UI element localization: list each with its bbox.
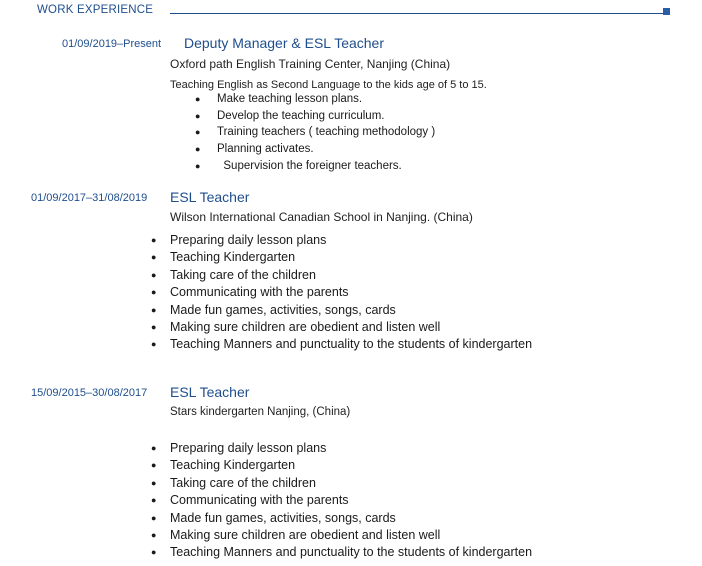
list-item (195, 124, 436, 141)
bullet-icon: ● (151, 304, 157, 315)
list-item (151, 284, 532, 301)
list-item (151, 336, 533, 353)
entry-employer: Oxford path English Training Center, Nanjing (China) (170, 57, 451, 71)
list-item (195, 141, 435, 158)
duty-text: Made fun games, activities, songs, cards (170, 510, 396, 525)
bullet-icon: ● (195, 127, 201, 138)
list-item (151, 510, 532, 527)
list-item (151, 440, 532, 457)
duty-text: Taking care of the children (170, 267, 316, 282)
bullet-icon: ● (151, 339, 157, 350)
list-item (151, 492, 532, 509)
bullet-icon: ● (151, 547, 157, 558)
bullet-icon: ● (151, 477, 157, 488)
list-item (151, 319, 532, 336)
list-item (151, 457, 532, 474)
entry-dates: 01/09/2019–Present (62, 38, 162, 50)
duty-text: Teaching Kindergarten (170, 458, 296, 473)
duty-text: Made fun games, activities, songs, cards (170, 302, 396, 317)
bullet-icon: ● (195, 94, 201, 104)
duty-text: Teaching Manners and punctuality to the students of kindergarten (170, 337, 533, 352)
section-marker (663, 8, 670, 15)
bullet-icon: ● (151, 269, 157, 280)
duty-text: Supervision the foreigner teachers. (217, 159, 402, 172)
bullet-icon: ● (151, 460, 157, 471)
section-divider (170, 13, 664, 14)
bullet-icon: ● (195, 144, 201, 155)
entry-employer: Wilson International Canadian School in Nanjing. (China) (170, 210, 473, 224)
bullet-icon: ● (151, 252, 157, 263)
duty-text: Taking care of the children (170, 475, 316, 490)
duties-list (151, 440, 533, 562)
duty-text: Making sure children are obedient and listen well (170, 527, 441, 542)
bullet-icon: ● (151, 321, 157, 332)
duty-text: Teaching Kindergarten (170, 250, 296, 265)
duty-text: Training teachers ( teaching methodology ) (217, 126, 436, 139)
bullet-icon: ● (151, 495, 157, 506)
duty-text: Develop the teaching curriculum. (217, 109, 385, 122)
duty-text: Preparing daily lesson plans (170, 233, 327, 247)
section-header (0, 0, 702, 22)
duty-text: Planning activates. (217, 143, 314, 156)
list-item (151, 249, 532, 266)
entry-dates: 15/09/2015–30/08/2017 (31, 387, 148, 399)
entry-title: Deputy Manager & ESL Teacher (184, 35, 385, 51)
duties-list (151, 232, 533, 354)
duty-text: Making sure children are obedient and listen well (170, 319, 441, 334)
list-item (195, 158, 435, 175)
duty-text: Teaching Manners and punctuality to the students of kindergarten (170, 545, 533, 560)
bullet-icon: ● (151, 529, 157, 540)
bullet-icon: ● (151, 443, 157, 453)
bullet-icon: ● (195, 110, 201, 121)
list-item (151, 475, 532, 492)
list-item (151, 267, 532, 284)
list-item (151, 302, 532, 319)
entry-title: ESL Teacher (170, 189, 250, 205)
section-title: WORK EXPERIENCE (37, 4, 154, 16)
duty-text: Communicating with the parents (170, 285, 349, 300)
list-item (195, 108, 435, 125)
entry-title: ESL Teacher (170, 384, 250, 400)
entry-dates: 01/09/2017–31/08/2019 (31, 192, 148, 204)
list-item (195, 91, 435, 108)
list-item (151, 527, 532, 544)
entry-description: Teaching English as Second Language to the kids age of 5 to 15. (170, 79, 487, 91)
duty-text: Communicating with the parents (170, 493, 349, 508)
bullet-icon: ● (195, 160, 201, 171)
entry-employer: Stars kindergarten Nanjing, (China) (170, 406, 351, 418)
list-item (151, 232, 532, 249)
duties-list (195, 91, 436, 174)
bullet-icon: ● (151, 287, 157, 298)
list-item (151, 544, 533, 561)
duty-text: Make teaching lesson plans. (217, 93, 363, 105)
bullet-icon: ● (151, 235, 157, 245)
bullet-icon: ● (151, 512, 157, 523)
duty-text: Preparing daily lesson plans (170, 441, 327, 455)
